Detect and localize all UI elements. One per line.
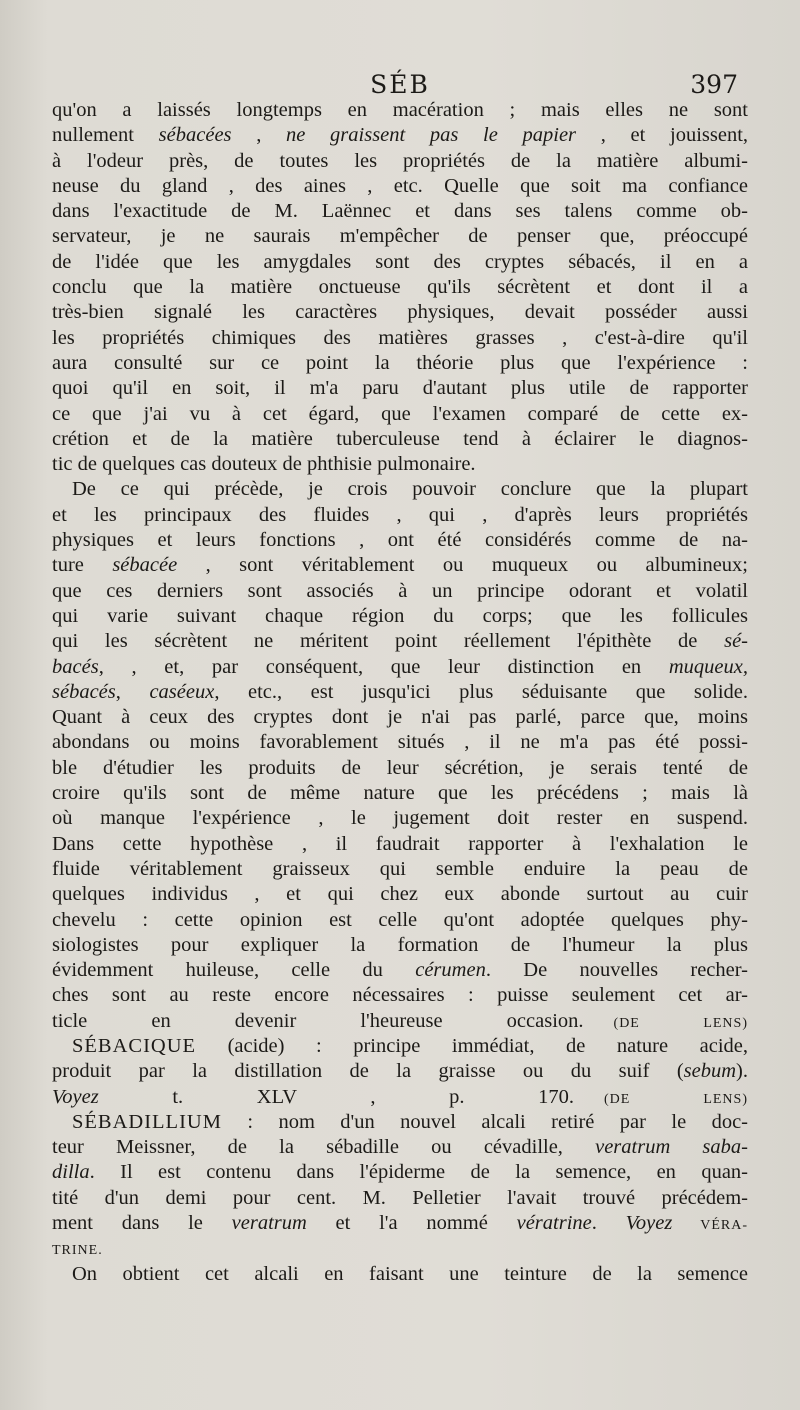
text-run: siologistes pour expliquer la formation de l'humeur la plus bbox=[52, 933, 748, 956]
text-run: De ce qui précède, je crois pouvoir conclure que la plupart bbox=[72, 478, 748, 501]
text-line bbox=[52, 604, 748, 629]
text-run: t. XLV , p. 170. bbox=[98, 1085, 574, 1108]
text-line bbox=[52, 806, 748, 831]
text-run: ble d'étudier les produits de leur sécrétion, je serais tenté de bbox=[52, 756, 748, 779]
text-run: dans l'exactitude de M. Laënnec et dans ses talens comme ob- bbox=[52, 200, 748, 223]
text-run: teur Meissner, de la sébadille ou cévadille, bbox=[52, 1136, 596, 1159]
text-line bbox=[52, 1236, 748, 1261]
text-line bbox=[52, 553, 748, 578]
text-run: très-bien signalé les caractères physiques, devait posséder aussi bbox=[52, 301, 748, 324]
small-caps-text: (DE LENS) bbox=[603, 1091, 748, 1107]
italic-text: dilla bbox=[52, 1161, 90, 1184]
text-run: Quant à ceux des cryptes dont je n'ai pas parlé, parce que, moins bbox=[52, 706, 748, 729]
text-run: physiques et leurs fonctions , ont été considérés comme de na- bbox=[52, 529, 748, 552]
text-run: quelques individus , et qui chez eux abonde surtout au cuir bbox=[52, 883, 748, 906]
page-number: 397 bbox=[690, 70, 738, 99]
text-run: SÉBACIQUE bbox=[72, 1034, 197, 1057]
text-line bbox=[52, 224, 748, 249]
text-run: ce que j'ai vu à cet égard, que l'examen comparé de cette ex- bbox=[52, 402, 748, 425]
text-line bbox=[52, 730, 748, 755]
text-run: ment dans le bbox=[52, 1212, 232, 1235]
text-run: quoi qu'il en soit, il m'a paru d'autant plus utile de rapporter bbox=[52, 377, 748, 400]
text-line bbox=[52, 402, 748, 427]
italic-text: sé- bbox=[724, 630, 748, 653]
text-run: qui varie suivant chaque région du corps; que les follicules bbox=[52, 604, 748, 627]
text-run: ). bbox=[736, 1060, 748, 1083]
text-run: : nom d'un nouvel alcali retiré par le doc- bbox=[221, 1110, 748, 1133]
text-run: Dans cette hypothèse , il faudrait rapporter à l'exhalation le bbox=[52, 832, 748, 855]
text-run: produit par la distillation de la graisse ou du suif ( bbox=[52, 1060, 684, 1083]
text-line bbox=[52, 376, 748, 401]
text-line bbox=[52, 1085, 748, 1110]
italic-text: cérumen bbox=[415, 959, 486, 982]
text-run: et l'a nommé bbox=[306, 1212, 517, 1235]
text-line bbox=[52, 579, 748, 604]
text-run: abondans ou moins favorablement situés , il ne m'a pas été possi- bbox=[52, 731, 748, 754]
text-run: qui les sécrètent ne méritent point réellement l'épithète de bbox=[52, 630, 725, 653]
text-run: . bbox=[591, 1212, 626, 1235]
text-run: , sont véritablement ou muqueux ou albumineux; bbox=[177, 554, 748, 577]
text-line bbox=[52, 503, 748, 528]
italic-text: veratrum saba- bbox=[595, 1136, 748, 1159]
text-line bbox=[52, 933, 748, 958]
text-line bbox=[52, 629, 748, 654]
text-line bbox=[52, 123, 748, 148]
text-run: que ces derniers sont associés à un principe odorant et volatil bbox=[52, 579, 748, 602]
text-line bbox=[52, 1009, 748, 1034]
small-caps-text: VÉRA- bbox=[672, 1218, 748, 1234]
text-line bbox=[52, 680, 748, 705]
text-run: On obtient cet alcali en faisant une teinture de la semence bbox=[72, 1262, 748, 1285]
text-run: et les principaux des fluides , qui , d'après leurs propriétés bbox=[52, 503, 748, 526]
text-line bbox=[52, 250, 748, 275]
italic-text: vératrine bbox=[516, 1212, 592, 1235]
text-line bbox=[52, 756, 748, 781]
text-line bbox=[52, 983, 748, 1008]
italic-text: bacés bbox=[52, 655, 99, 678]
small-caps-text: (DE LENS) bbox=[613, 1015, 748, 1031]
text-run: les propriétés chimiques des matières grasses , c'est-à-dire qu'il bbox=[52, 326, 748, 349]
text-line bbox=[52, 275, 748, 300]
text-run: tité d'un demi pour cent. M. Pelletier l'avait trouvé précédem- bbox=[52, 1186, 748, 1209]
italic-text: caséeux bbox=[149, 680, 215, 703]
text-line bbox=[52, 528, 748, 553]
text-run: aura consulté sur ce point la théorie plus que l'expérience : bbox=[52, 351, 748, 374]
small-caps-text: TRINE. bbox=[52, 1243, 103, 1259]
text-run: crétion et de la matière tuberculeuse tend à éclairer le diagnos- bbox=[52, 427, 748, 450]
running-head: SÉB bbox=[370, 70, 430, 99]
text-run: chevelu : cette opinion est celle qu'ont adoptée quelques phy- bbox=[52, 908, 748, 931]
text-line bbox=[52, 351, 748, 376]
text-run: nullement bbox=[52, 124, 159, 147]
text-line bbox=[52, 477, 748, 502]
text-run: . De nouvelles recher- bbox=[485, 959, 748, 982]
text-run: , , et, par conséquent, que leur distinction en bbox=[98, 655, 669, 678]
text-run: conclu que la matière onctueuse qu'ils sécrètent et dont il a bbox=[52, 276, 748, 299]
text-run: , bbox=[231, 124, 287, 147]
italic-text: muqueux, bbox=[668, 655, 748, 678]
italic-text: ne graissent pas le papier bbox=[286, 124, 577, 147]
text-line bbox=[52, 427, 748, 452]
text-line bbox=[52, 832, 748, 857]
italic-text: Voyez bbox=[625, 1212, 673, 1235]
text-line bbox=[52, 300, 748, 325]
text-run: où manque l'expérience , le jugement doit rester en suspend. bbox=[52, 807, 748, 830]
italic-text: sébacée bbox=[112, 554, 178, 577]
text-line bbox=[52, 1059, 748, 1084]
text-run: qu'on a laissés longtemps en macération ; mais elles ne sont bbox=[52, 99, 748, 121]
text-line bbox=[52, 149, 748, 174]
italic-text: veratrum bbox=[231, 1212, 307, 1235]
text-line bbox=[52, 857, 748, 882]
text-line bbox=[52, 1211, 748, 1236]
text-line bbox=[52, 1034, 748, 1059]
text-line bbox=[52, 174, 748, 199]
text-run: neuse du gland , des aines , etc. Quelle que soit ma confiance bbox=[52, 174, 748, 197]
text-run: SÉBADILLIUM bbox=[72, 1110, 222, 1133]
text-line bbox=[52, 781, 748, 806]
text-run: de l'idée que les amygdales sont des cryptes sébacés, il en a bbox=[52, 250, 748, 273]
text-line bbox=[52, 199, 748, 224]
text-line bbox=[52, 1262, 748, 1287]
text-run: ches sont au reste encore nécessaires : puisse seulement cet ar- bbox=[52, 984, 748, 1007]
italic-text: sébacés bbox=[52, 680, 116, 703]
body-text bbox=[52, 98, 748, 1287]
text-run: évidemment huileuse, celle du bbox=[52, 959, 416, 982]
text-line bbox=[52, 1186, 748, 1211]
text-run: (acide) : principe immédiat, de nature acide, bbox=[196, 1034, 748, 1057]
text-run: , etc., est jusqu'ici plus séduisante que solide. bbox=[214, 680, 748, 703]
text-line bbox=[52, 958, 748, 983]
italic-text: Voyez bbox=[52, 1085, 99, 1108]
italic-text: sebum bbox=[683, 1060, 737, 1083]
text-run: ticle en devenir l'heureuse occasion. bbox=[52, 1009, 584, 1032]
text-run: . Il est contenu dans l'épiderme de la semence, en quan- bbox=[89, 1161, 748, 1184]
italic-text: sébacées bbox=[158, 124, 232, 147]
text-run: à l'odeur près, de toutes les propriétés de la matière albumi- bbox=[52, 149, 748, 172]
text-run: ture bbox=[52, 554, 113, 577]
text-line bbox=[52, 882, 748, 907]
text-run: croire qu'ils sont de même nature que les précédens ; mais là bbox=[52, 782, 748, 805]
text-run: , et jouissent, bbox=[576, 124, 748, 147]
text-line bbox=[52, 908, 748, 933]
text-run: servateur, je ne saurais m'empêcher de penser que, préoccupé bbox=[52, 225, 748, 248]
text-run: , bbox=[115, 680, 150, 703]
text-line bbox=[52, 452, 748, 477]
text-line bbox=[52, 1135, 748, 1160]
text-line bbox=[52, 655, 748, 680]
text-line bbox=[52, 1160, 748, 1185]
text-line bbox=[52, 98, 748, 123]
text-run: fluide véritablement graisseux qui semble enduire la peau de bbox=[52, 857, 748, 880]
text-line bbox=[52, 705, 748, 730]
text-line bbox=[52, 1110, 748, 1135]
text-run: tic de quelques cas douteux de phthisie pulmonaire. bbox=[52, 453, 476, 476]
text-line bbox=[52, 326, 748, 351]
